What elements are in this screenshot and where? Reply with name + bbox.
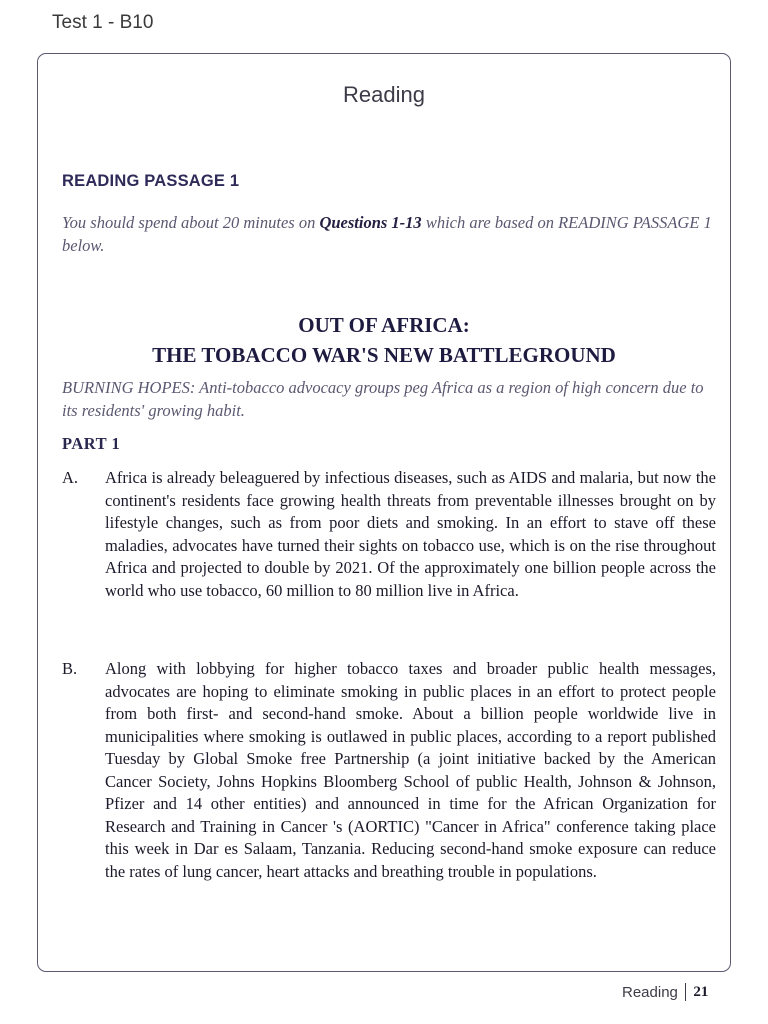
paragraph-text: Africa is already beleaguered by infectious diseases, such as AIDS and malaria, but now the continent's residents face growing health threats from preventable illnesses brought on by lifestyle changes, such as from poor diets and smoking. In an effort to stave off these maladies, advocates have turned their sights on tobacco use, which is on the rise throughout Africa and projected to double by 2021. Of the approximately one billion people across the world who use tobacco, 60 million to 80 million live in Africa. [105, 468, 716, 600]
article-title-line-2: THE TOBACCO WAR'S NEW BATTLEGROUND [152, 343, 616, 367]
paragraph-a [62, 467, 716, 602]
paragraph-text: Along with lobbying for higher tobacco taxes and broader public health messages, advocates are hoping to eliminate smoking in public places in an effort to protect people from both first- and second-hand smoke. About a billion people worldwide live in municipalities where smoking is outlawed in public places, according to a report published Tuesday by Global Smoke free Partnership (a joint initiative backed by the American Cancer Society, Johns Hopkins Bloomberg School of public Health, Johnson & Johnson, Pfizer and 14 other entities) and announced in time for the African Organization for Research and Training in Cancer 's (AORTIC) "Cancer in Africa" conference taking place this week in Dar es Salaam, Tanzania. Reducing second-hand smoke exposure can reduce the rates of lung cancer, heart attacks and breathing trouble in populations. [105, 659, 716, 881]
page-number: 21 [693, 983, 709, 1000]
instructions-text-post: which are based on READING PASSAGE 1 below. [62, 213, 712, 255]
part-label: PART 1 [62, 434, 121, 453]
passage-heading: READING PASSAGE 1 [62, 172, 240, 190]
page-footer [622, 983, 708, 1001]
article-subheading: BURNING HOPES: Anti-tobacco advocacy groups peg Africa as a region of high concern due to its residents' growing habit. [62, 378, 704, 420]
paragraph-b [62, 658, 716, 883]
article-title [0, 310, 768, 370]
paragraph-letter: A. [62, 468, 79, 487]
instructions-questions: Questions 1-13 [319, 213, 422, 232]
article-title-line-1: OUT OF AFRICA: [298, 313, 470, 337]
footer-divider [685, 983, 687, 1001]
instructions-text-pre: You should spend about 20 minutes on [62, 213, 320, 232]
test-label: Test 1 - B10 [52, 12, 154, 33]
section-title: Reading [343, 82, 425, 107]
instructions [62, 211, 716, 257]
paragraph-letter: B. [62, 659, 78, 678]
footer-section: Reading [622, 983, 678, 1001]
